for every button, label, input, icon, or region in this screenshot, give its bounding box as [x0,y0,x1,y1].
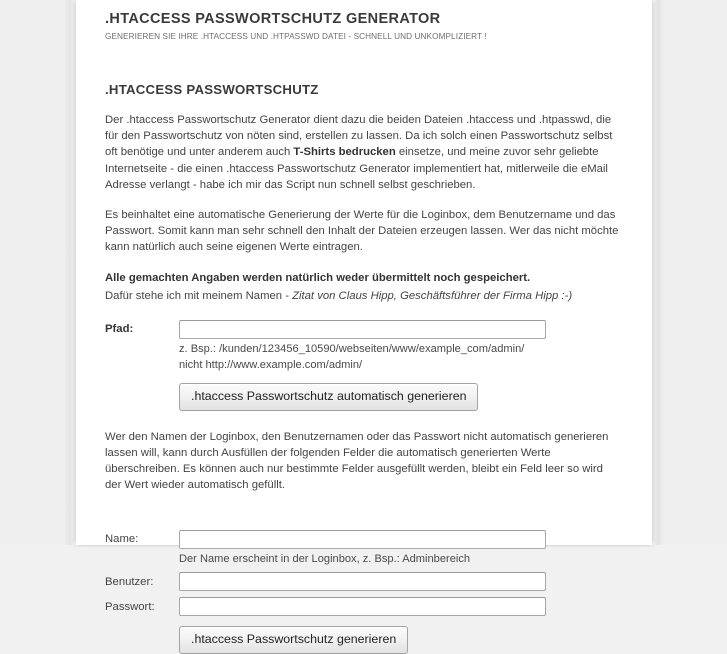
tshirt-link[interactable]: T-Shirts bedrucken [293,146,396,159]
page-tagline: GENERIEREN SIE IHRE .HTACCESS UND .HTPASSWD DATEI - SCHNELL UND UNKOMPLIZIERT ! [105,32,487,41]
user-field-row [105,572,622,591]
user-label: Benutzer: [105,575,154,588]
features-paragraph: Es beinhaltet eine automatische Generierung der Werte für die Loginbox, dem Benutzername und das Passwort. Somit kann man sehr schnell den Inhalt der Dateien erzeugen lassen. Wer das nicht möchte kann natürlich auch seine eigenen Werte eintragen. [105,209,619,254]
name-hint: Der Name erscheint in der Loginbox, z. Bsp.: Adminbereich [179,552,471,565]
password-input[interactable] [179,597,546,616]
path-input[interactable] [179,320,546,339]
path-label: Pfad: [105,323,134,336]
path-field-row [105,320,622,339]
manual-generate-form [105,530,622,654]
auto-generate-button[interactable]: .htaccess Passwortschutz automatisch generieren [179,383,478,411]
intro-text-part-1: Der .htaccess Passwortschutz Generator dient dazu die beiden Dateien .htaccess und .htpasswd, die für den Passwortschutz von nöten sind, erstellen zu lassen. Da ich solch einen Passwortschutz selbst oft benötige und unter anderem auch [105,114,613,159]
user-input[interactable] [179,572,546,591]
intro-paragraph [105,112,622,193]
quote-attribution: Zitat von Claus Hipp, Geschäftsführer der Firma Hipp :-) [292,289,573,302]
password-label: Passwort: [105,600,155,613]
privacy-notice: Alle gemachten Angaben werden natürlich weder übermittelt noch gespeichert. [105,271,531,284]
name-field-row [105,530,622,549]
auto-generate-form [105,320,622,411]
path-hint-line-2: nicht http://www.example.com/admin/ [179,359,363,372]
name-input[interactable] [179,530,546,549]
manual-fields-paragraph: Wer den Namen der Loginbox, den Benutzernamen oder das Passwort nicht automatisch generieren lassen will, kann durch Ausfüllen der folgenden Felder die automatisch generierten Werte überschreiben. Es können auch nur bestimmte Felder ausgefüllt werden, bleibt ein Feld leer so wird der Wert wieder automatisch gefüllt. [105,430,609,492]
content-sheet [76,0,652,647]
manual-generate-button[interactable]: .htaccess Passwortschutz generieren [179,626,408,654]
page-title: .HTACCESS PASSWORTSCHUTZ GENERATOR [105,11,441,27]
intro-text-part-2: einsetze, und meine zuvor sehr geliebte Internetseite - die einen .htaccess Passwortschutz Generator implementiert hat, mitlerweile die eMail Adresse verlangt - habe ich mir das Script nun schnell selbst geschrieben. [105,146,608,191]
section-heading: .HTACCESS PASSWORTSCHUTZ [105,82,319,97]
path-hint-line-1: z. Bsp.: /kunden/123456_10590/webseiten/www/example_com/admin/ [179,342,525,355]
password-field-row [105,597,622,616]
quote-prefix: Dafür stehe ich mit meinem Namen - [105,289,293,302]
name-label: Name: [105,533,139,546]
quote-line [105,288,622,304]
